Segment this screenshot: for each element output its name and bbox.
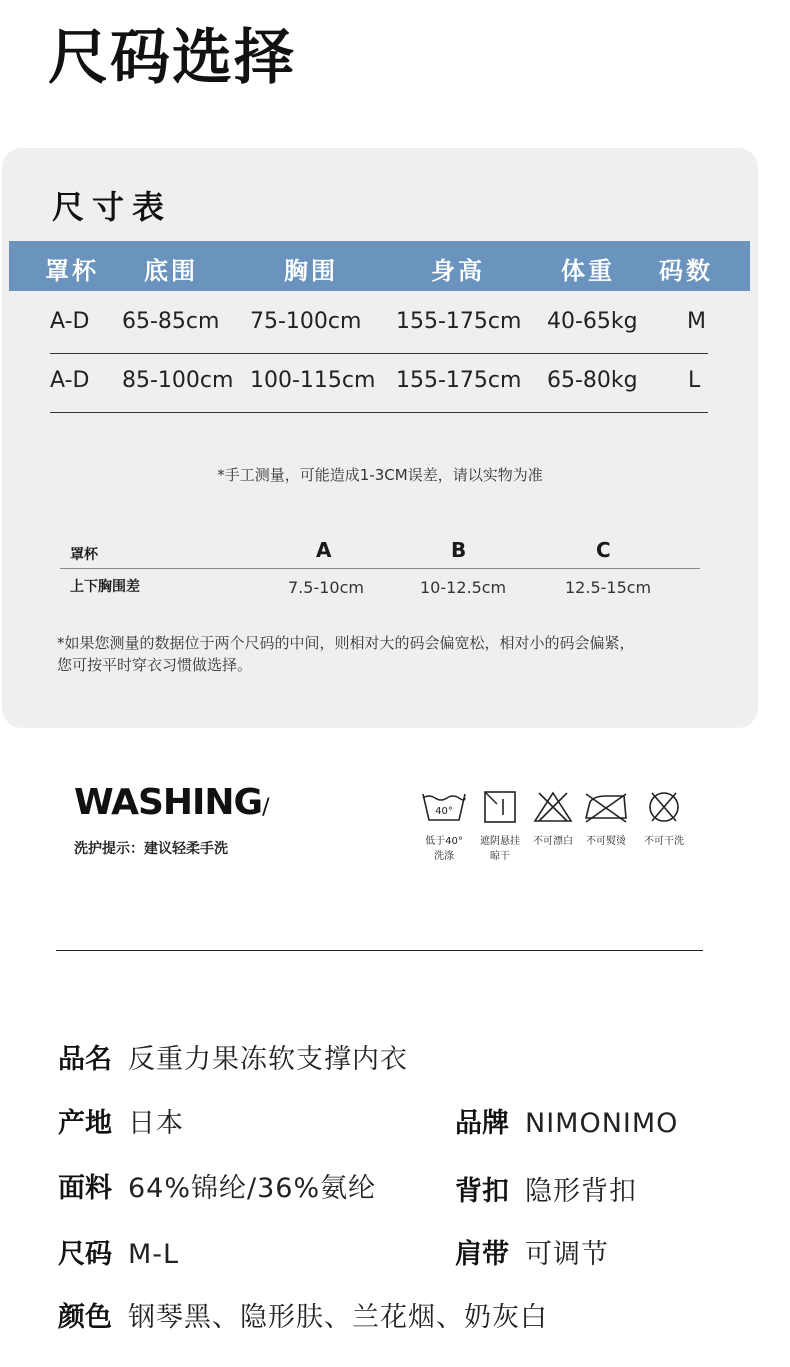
spec-value: 反重力果冻软支撑内衣	[128, 1044, 408, 1075]
spec-size	[58, 1232, 179, 1271]
cell-underbust: 65-85cm	[122, 309, 220, 334]
size-chart-title: 尺寸表	[52, 188, 173, 226]
spec-value: 64%锦纶/36%氨纶	[128, 1173, 377, 1204]
spec-value: 可调节	[525, 1239, 609, 1270]
cell-height: 155-175cm	[396, 309, 522, 334]
header-underbust: 底围	[144, 257, 198, 285]
cup-letter-b: B	[451, 538, 467, 562]
cell-size: M	[687, 309, 706, 334]
care-label	[416, 834, 472, 864]
care-label-line: 低于40°	[425, 836, 463, 847]
spec-key: 面料	[58, 1173, 112, 1204]
no-bleach-icon	[529, 790, 577, 824]
header-weight: 体重	[561, 257, 615, 285]
spec-value: 钢琴黑、隐形肤、兰花烟、奶灰白	[128, 1302, 548, 1333]
table-row	[50, 295, 708, 354]
measurement-note: *手工测量，可能造成1-3CM误差，请以实物为准	[217, 466, 543, 484]
spec-name	[58, 1037, 408, 1076]
cup-value-a: 7.5-10cm	[288, 578, 364, 597]
care-label: 不可熨烫	[586, 836, 626, 847]
header-bust: 胸围	[284, 257, 338, 285]
cell-underbust: 85-100cm	[122, 368, 234, 393]
header-size: 码数	[659, 257, 713, 285]
size-chart-card	[2, 148, 758, 728]
cell-bust: 75-100cm	[250, 309, 362, 334]
spec-value: 隐形背扣	[525, 1176, 637, 1207]
washing-slash: /	[262, 795, 270, 820]
cell-size: L	[688, 368, 701, 393]
spec-key: 品牌	[455, 1108, 509, 1139]
care-label-line: 遮阴悬挂	[480, 836, 520, 847]
cup-letter-a: A	[316, 538, 332, 562]
spec-strap	[455, 1232, 609, 1271]
cell-weight: 40-65kg	[547, 309, 638, 334]
spec-key: 尺码	[58, 1239, 112, 1270]
care-item-no-bleach	[525, 790, 581, 849]
cell-cup: A-D	[50, 368, 90, 393]
spec-brand	[455, 1101, 678, 1140]
spec-value: M-L	[128, 1239, 180, 1270]
washing-title	[74, 782, 270, 823]
spec-key: 品名	[58, 1044, 112, 1075]
cup-value-c: 12.5-15cm	[565, 578, 652, 597]
no-iron-icon	[582, 790, 630, 824]
cup-table-row	[60, 572, 700, 602]
care-item-no-iron	[578, 790, 634, 849]
spec-color	[58, 1295, 548, 1334]
care-label-line: 洗涤	[434, 851, 454, 862]
header-cup: 罩杯	[45, 257, 99, 285]
hang-dry-shade-icon	[476, 790, 524, 824]
care-item-wash	[416, 790, 472, 864]
washing-title-text: WASHING	[74, 782, 263, 823]
care-label: 不可干洗	[644, 836, 684, 847]
page-title: 尺码选择	[48, 23, 296, 93]
cup-value-b: 10-12.5cm	[420, 578, 507, 597]
no-dry-clean-icon	[640, 790, 688, 824]
header-height: 身高	[431, 257, 485, 285]
cup-letter-c: C	[596, 538, 611, 562]
section-divider	[56, 950, 703, 951]
wash-40-icon	[420, 790, 468, 824]
spec-value: NIMONIMO	[525, 1108, 679, 1139]
spec-key: 产地	[58, 1108, 112, 1139]
cup-table-header	[60, 536, 700, 569]
table-row	[50, 354, 708, 413]
wash-temp-text: 40°	[435, 806, 453, 817]
size-advice	[57, 632, 727, 676]
care-item-no-dry-clean	[636, 790, 692, 849]
size-advice-line: 您可按平时穿衣习惯做选择。	[57, 656, 253, 674]
spec-key: 肩带	[455, 1239, 509, 1270]
size-advice-line: *如果您测量的数据位于两个尺码的中间，则相对大的码会偏宽松，相对小的码会偏紧，	[57, 634, 635, 652]
cup-row-label: 上下胸围差	[70, 579, 140, 595]
spec-key: 颜色	[58, 1302, 112, 1333]
spec-clasp	[455, 1169, 637, 1208]
care-label: 不可漂白	[533, 836, 573, 847]
cell-bust: 100-115cm	[250, 368, 376, 393]
cell-height: 155-175cm	[396, 368, 522, 393]
spec-origin	[58, 1101, 184, 1140]
spec-key: 背扣	[455, 1176, 509, 1207]
care-label	[472, 834, 528, 864]
washing-tip: 洗护提示：建议轻柔手洗	[74, 841, 228, 857]
cell-weight: 65-80kg	[547, 368, 638, 393]
cup-header-label: 罩杯	[70, 547, 98, 563]
spec-fabric	[58, 1166, 376, 1205]
size-table-header	[9, 241, 750, 291]
care-item-hang-dry	[472, 790, 528, 864]
care-label-line: 晾干	[490, 851, 510, 862]
cell-cup: A-D	[50, 309, 90, 334]
spec-value: 日本	[128, 1108, 184, 1139]
